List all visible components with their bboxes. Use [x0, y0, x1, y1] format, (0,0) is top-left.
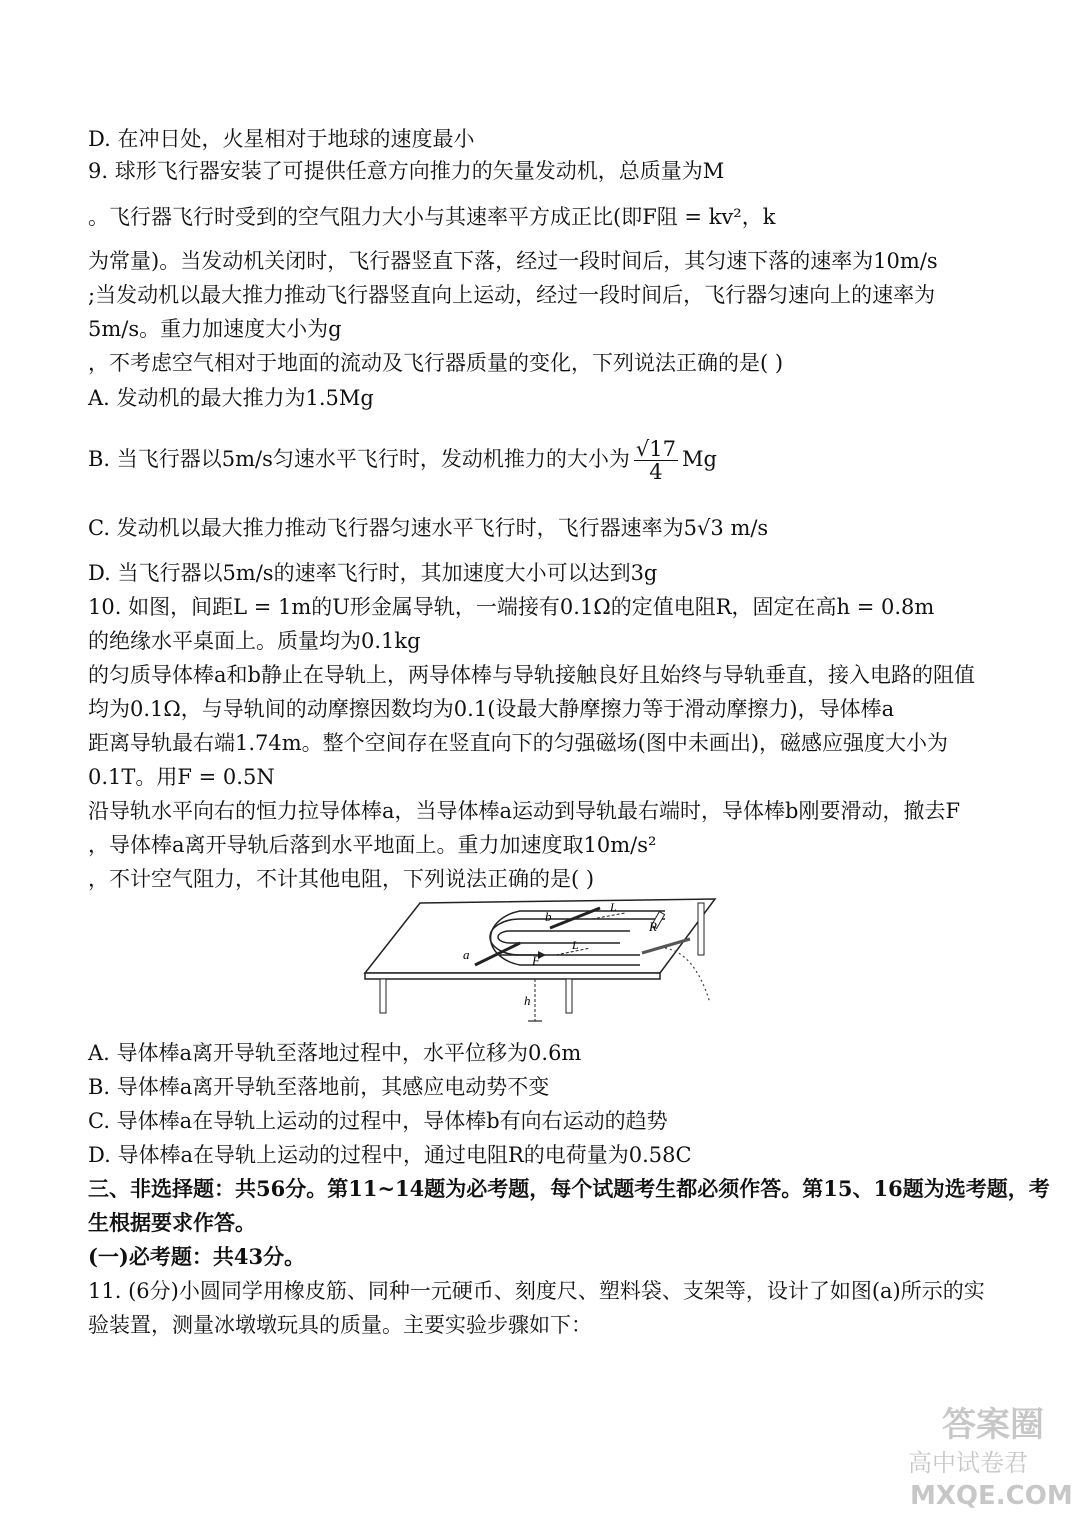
label-l: L: [610, 900, 617, 914]
option-9a: A. 发动机的最大推力为1.5Mg: [88, 386, 374, 410]
question-11-line-2: 验装置，测量冰墩墩玩具的质量。主要实验步骤如下：: [88, 1313, 592, 1337]
question-9-line-3: 为常量)。当发动机关闭时，飞行器竖直下落，经过一段时间后，其匀速下落的速率为10m/s: [88, 249, 938, 273]
question-10-line-7: 沿导轨水平向右的恒力拉导体棒a，当导体棒a运动到导轨最右端时，导体棒b刚要滑动，撤去F: [88, 799, 961, 823]
label-a: a: [463, 947, 470, 962]
question-10-line-3: 的匀质导体棒a和b静止在导轨上，两导体棒与导轨接触良好且始终与导轨垂直，接入电路的阻值: [88, 663, 975, 687]
option-9b: [88, 438, 1010, 483]
label-f: F: [532, 953, 540, 968]
label-l: L: [572, 938, 579, 952]
option-9b-text: B. 当飞行器以5m/s匀速水平飞行时，发动机推力的大小为: [88, 447, 630, 471]
table-leg: [566, 979, 572, 1013]
watermark-line-1: 答案圈: [942, 1405, 1044, 1445]
option-9c: C. 发动机以最大推力推动飞行器匀速水平飞行时，飞行器速率为5√3 m/s: [88, 516, 769, 540]
table-top: [365, 899, 715, 973]
section-3-heading-line-2: 生根据要求作答。: [88, 1210, 256, 1235]
question-10-line-9: ，不计空气阻力，不计其他电阻，下列说法正确的是( ): [88, 867, 595, 891]
question-9-line-2: 。飞行器飞行时受到的空气阻力大小与其速率平方成正比(即F阻 = kv²，k: [88, 205, 776, 229]
option-9d: D. 当飞行器以5m/s的速率飞行时，其加速度大小可以达到3g: [88, 561, 658, 585]
question-11-stem: 11. (6分)小圆同学用橡皮筋、同种一元硬币、刻度尺、塑料袋、支架等，设计了如图(a)所示的实: [88, 1279, 985, 1303]
label-h: h: [524, 993, 531, 1008]
label-b: b: [545, 909, 552, 924]
option-10d: D. 导体棒a在导轨上运动的过程中，通过电阻R的电荷量为0.58C: [88, 1143, 692, 1167]
option-10b: B. 导体棒a离开导轨至落地前，其感应电动势不变: [88, 1075, 550, 1099]
fraction: [634, 438, 678, 483]
section-3-heading: 三、非选择题：共56分。第11~14题为必考题，每个试题考生都必须作答。第15、16题为选考题，考: [88, 1176, 1050, 1201]
option-9b-unit: Mg: [682, 447, 717, 471]
question-10-line-6: 0.1T。用F = 0.5N: [88, 765, 275, 789]
fraction-denominator: 4: [649, 460, 663, 484]
question-9-line-4: ;当发动机以最大推力推动飞行器竖直向上运动，经过一段时间后，飞行器匀速向上的速率为: [88, 283, 936, 307]
option-8d: D. 在冲日处，火星相对于地球的速度最小: [88, 127, 475, 151]
question-10-stem: 10. 如图，间距L = 1m的U形金属导轨，一端接有0.1Ω的定值电阻R，固定在高h = 0.8m: [88, 595, 935, 619]
table-leg: [380, 979, 386, 1013]
question-10-line-4: 均为0.1Ω，与导轨间的动摩擦因数均为0.1(设最大静摩擦力等于滑动摩擦力)，导体棒a: [88, 697, 895, 721]
required-section-heading: (一)必考题：共43分。: [88, 1244, 306, 1269]
question-9-stem: 9. 球形飞行器安装了可提供任意方向推力的矢量发动机，总质量为M: [88, 159, 725, 183]
watermark-logo: [880, 1395, 1073, 1515]
fraction-numerator: √17: [635, 437, 677, 461]
option-10c: C. 导体棒a在导轨上运动的过程中，导体棒b有向右运动的趋势: [88, 1109, 668, 1133]
watermark-line-3: MXQE.COM: [910, 1481, 1073, 1511]
option-10a: A. 导体棒a离开导轨至落地过程中，水平位移为0.6m: [88, 1041, 582, 1065]
watermark-line-2: 高中试卷君: [908, 1449, 1028, 1477]
question-9-line-6: ，不考虑空气相对于地面的流动及飞行器质量的变化，下列说法正确的是( ): [88, 351, 784, 375]
label-r: R: [649, 919, 657, 934]
question-10-line-8: ，导体棒a离开导轨后落到水平地面上。重力加速度取10m/s²: [88, 833, 657, 857]
question-10-line-5: 距离导轨最右端1.74m。整个空间存在竖直向下的匀强磁场(图中未画出)，磁感应强度大小为: [88, 731, 949, 755]
question-9-line-5: 5m/s。重力加速度大小为g: [88, 317, 342, 341]
table-leg: [698, 903, 704, 955]
table-edge: [365, 973, 660, 979]
question-10-line-2: 的绝缘水平桌面上。质量均为0.1kg: [88, 629, 421, 653]
rail-diagram: [360, 893, 720, 1033]
